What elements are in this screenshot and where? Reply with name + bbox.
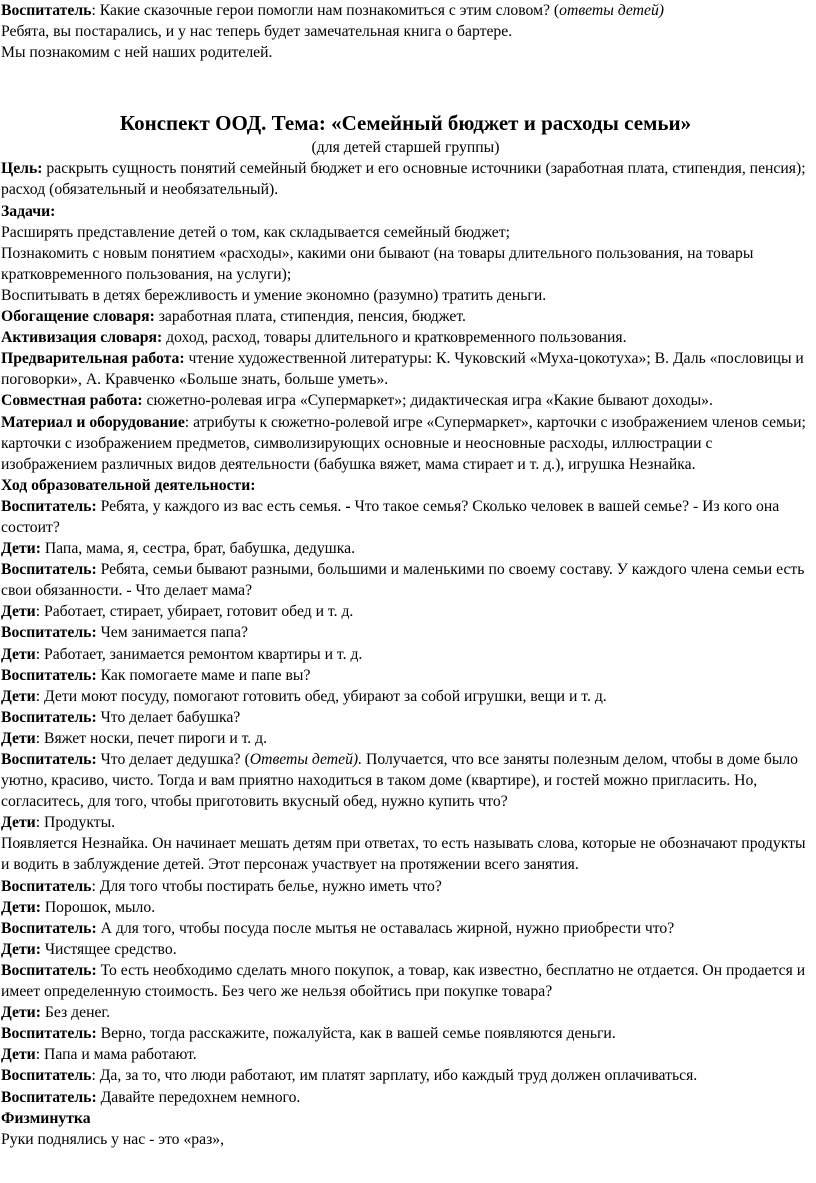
dialogue-line: Воспитатель: Ребята, семьи бывают разными, большими и маленькими по своему составу. У каждого члена семьи есть свои обязанности. - Что делает мама? xyxy=(1,561,805,600)
task-item: Расширять представление детей о том, как складывается семейный бюджет; xyxy=(1,223,510,241)
dialogue-line: Дети: Порошок, мыло. xyxy=(1,898,156,916)
materials-paragraph: Материал и оборудование: атрибуты к сюжетно-ролевой игре «Супермаркет», карточки с изображением членов семьи; карточки с изображением предметов, символизирующих основные и неосновные расходы, иллюстрации с изображением различных видов деятельности (бабушка вяжет, мама стирает и т. д.), игрушка Незнайка. xyxy=(1,413,806,473)
dialogue-line: Дети: Работает, стирает, убирает, готовит обед и т. д. xyxy=(1,603,354,621)
dialogue-line: Воспитатель: Верно, тогда расскажите, пожалуйста, как в вашей семье появляются деньги. xyxy=(1,1025,616,1043)
physical-line: Руки поднялись у нас - это «раз», xyxy=(1,1130,225,1148)
dialogue-line: Воспитатель: То есть необходимо сделать много покупок, а товар, как известно, бесплатно не отдается. Он продается и имеет определенную стоимость. Без чего же нельзя обойтись при покупке товара? xyxy=(1,961,806,1001)
vocab-enrich-paragraph: Обогащение словаря: заработная плата, стипендия, пенсия, бюджет. xyxy=(1,308,466,326)
neznayka-paragraph: Появляется Незнайка. Он начинает мешать детям при ответах, то есть называть слова, которые не обозначают продукты и водить в заблуждение детей. Этот персонаж участвует на протяжении всего занятия. xyxy=(1,835,806,874)
dialogue-line: Дети: Работает, занимается ремонтом квартиры и т. д. xyxy=(1,645,363,663)
intro-line-3: Мы познакомим с ней наших родителей. xyxy=(1,44,273,62)
dialogue-line: Воспитатель: Как помогаете маме и папе вы? xyxy=(1,666,311,684)
intro-line-1: Воспитатель: Какие сказочные герои помогли нам познакомиться с этим словом? (ответы детей) xyxy=(1,2,665,19)
task-item: Воспитывать в детях бережливость и умение экономно (разумно) тратить деньги. xyxy=(1,286,547,304)
dialogue-line: Дети: Продукты. xyxy=(1,814,116,832)
task-item: Познакомить с новым понятием «расходы», какими они бывают (на товары длительного пользования, на товары кратковременного пользования, на услуги); xyxy=(1,244,754,283)
vocab-activate-paragraph: Активизация словаря: доход, расход, товары длительного и кратковременного пользования. xyxy=(1,329,627,347)
dialogue-line: Воспитатель: Давайте передохнем немного. xyxy=(1,1088,301,1106)
dialogue-line: Воспитатель: Что делает бабушка? xyxy=(1,708,241,726)
dialogue-line: Воспитатель: Ребята, у каждого из вас есть семья. - Что такое семья? Сколько человек в вашей семье? - Из кого она состоит? xyxy=(1,497,780,536)
dialogue-line: Дети: Вяжет носки, печет пироги и т. д. xyxy=(1,729,268,747)
joint-work-paragraph: Совместная работа: сюжетно-ролевая игра «Супермаркет»; дидактическая игра «Какие бывают доходы». xyxy=(1,392,713,410)
spacer xyxy=(1,63,810,105)
physical-heading: Физминутка xyxy=(1,1109,91,1127)
dialogue-line: Воспитатель: Чем занимается папа? xyxy=(1,624,248,642)
prep-work-paragraph: Предварительная работа: чтение художественной литературы: К. Чуковский «Муха-цокотуха»; В. Даль «пословицы и поговорки», А. Кравченко «Больше знать, больше уметь». xyxy=(1,350,804,389)
course-heading: Ход образовательной деятельности: xyxy=(1,476,256,494)
document-title: Конспект ООД. Тема: «Семейный бюджет и расходы семьи» xyxy=(119,111,692,136)
dialogue-line: Дети: Без денег. xyxy=(1,1004,111,1022)
document-subtitle: (для детей старшей группы) xyxy=(311,139,500,157)
speaker-label: Воспитатель xyxy=(1,2,92,19)
grandpa-paragraph: Воспитатель: Что делает дедушка? (Ответы детей). Получается, что все заняты полезным делом, чтобы в доме было уютно, красиво, чисто. Тогда и вам приятно находиться в таком доме (квартире), и гостей можно пригласить. Но, согласитесь, для того, чтобы приготовить вкусный обед, нужно купить что? xyxy=(1,751,799,811)
tasks-heading: Задачи: xyxy=(1,202,56,220)
dialogue-line: Воспитатель: А для того, чтобы посуда после мытья не оставалась жирной, нужно приобрести что? xyxy=(1,919,675,937)
dialogue-line: Дети: Папа, мама, я, сестра, брат, бабушка, дедушка. xyxy=(1,540,356,558)
intro-line-2: Ребята, вы постарались, и у нас теперь будет замечательная книга о бартере. xyxy=(1,23,513,41)
dialogue-line: Дети: Дети моют посуду, помогают готовить обед, убирают за собой игрушки, вещи и т. д. xyxy=(1,687,607,705)
dialogue-line: Дети: Чистящее средство. xyxy=(1,940,177,958)
dialogue-line: Воспитатель: Для того чтобы постирать белье, нужно иметь что? xyxy=(1,877,442,895)
goal-paragraph: Цель: раскрыть сущность понятий семейный бюджет и его основные источники (заработная плата, стипендия, пенсия); расход (обязательный и необязательный). xyxy=(1,160,806,199)
dialogue-line: Дети: Папа и мама работают. xyxy=(1,1046,197,1064)
dialogue-line: Воспитатель: Да, за то, что люди работают, им платят зарплату, ибо каждый труд должен оплачиваться. xyxy=(1,1067,698,1085)
